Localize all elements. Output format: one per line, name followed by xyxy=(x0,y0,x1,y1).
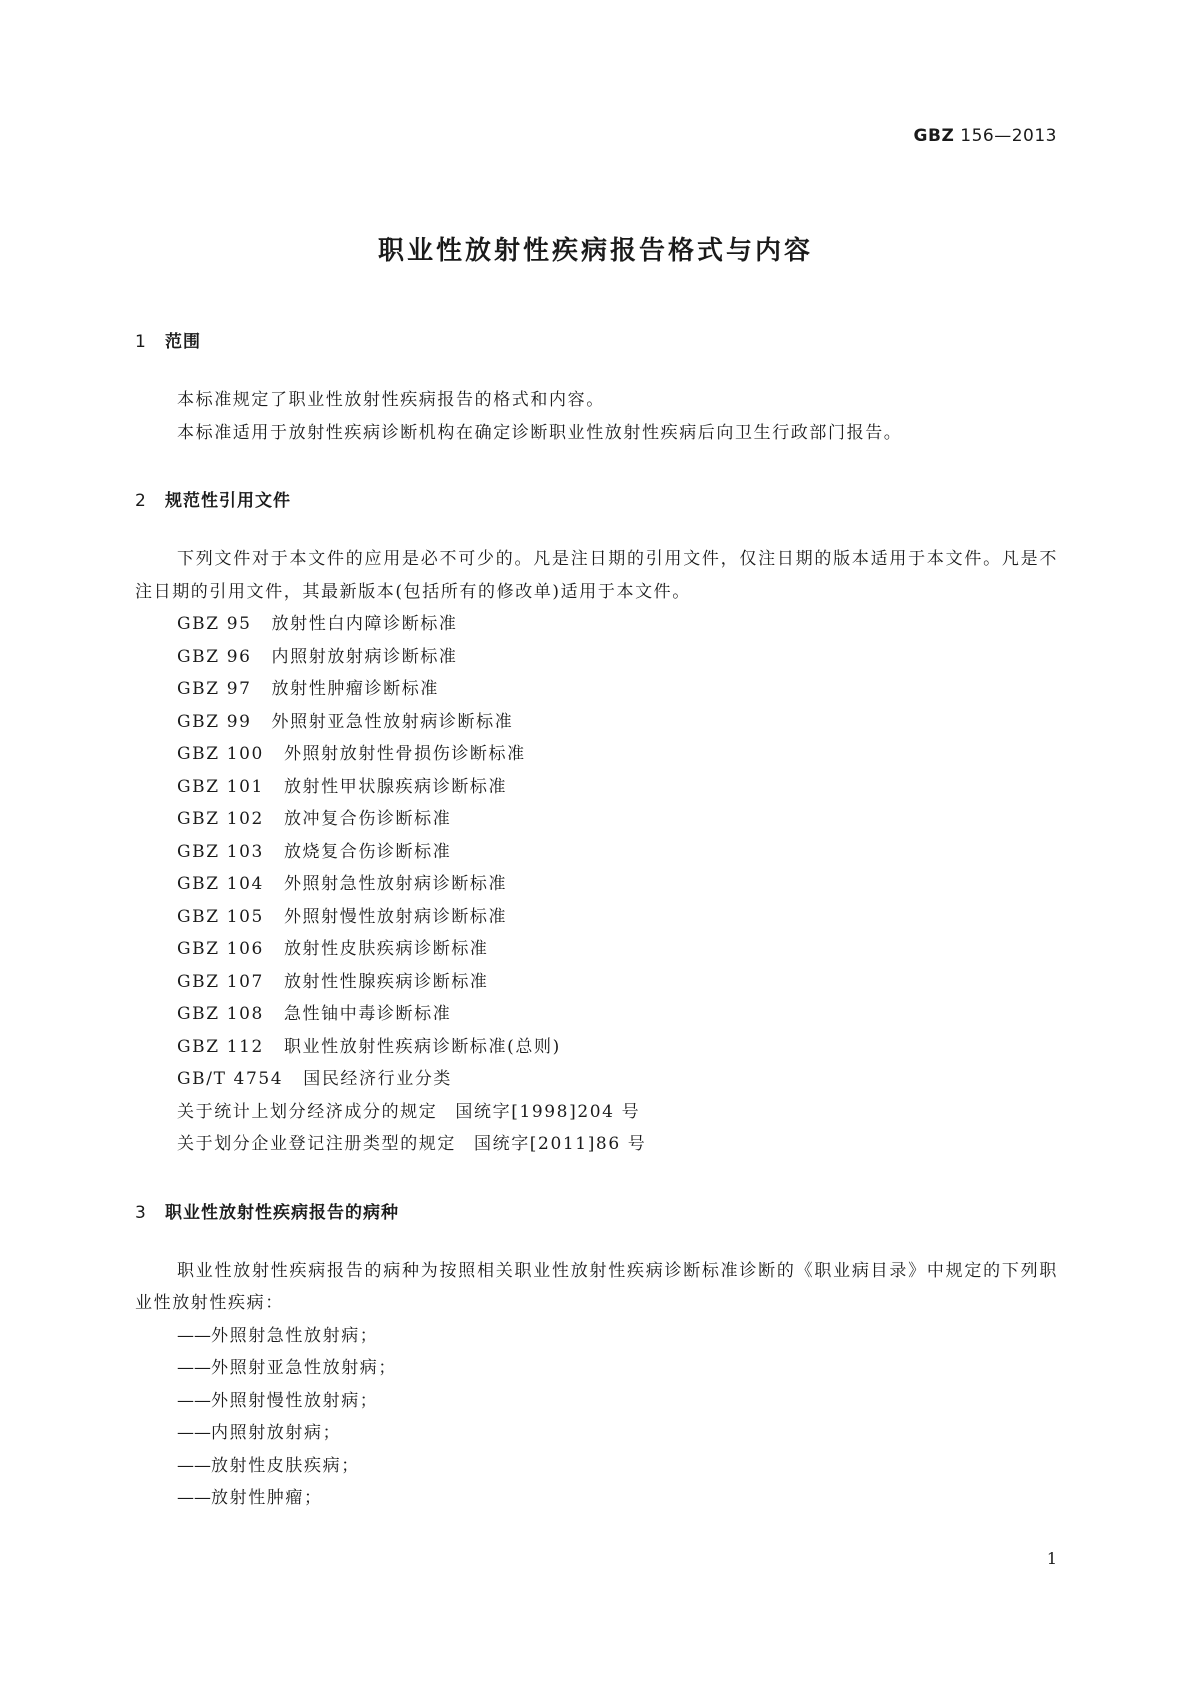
reference-title: 放射性肿瘤诊断标准 xyxy=(271,679,439,699)
reference-item xyxy=(135,771,1058,804)
reference-code: GBZ 99 xyxy=(177,711,252,732)
reference-title: 放射性甲状腺疾病诊断标准 xyxy=(283,776,508,797)
reference-item xyxy=(135,641,1058,674)
dash-marker: —— xyxy=(177,1358,211,1378)
section-title: 规范性引用文件 xyxy=(165,491,291,511)
reference-code: GBZ 102 xyxy=(177,809,264,829)
dash-marker: —— xyxy=(177,1390,211,1411)
reference-code: GBZ 112 xyxy=(177,1036,264,1057)
dash-marker: —— xyxy=(177,1325,211,1346)
disease-list-item xyxy=(135,1482,1058,1515)
regulation-title: 关于统计上划分经济成分的规定 xyxy=(177,1101,438,1122)
reference-code: GBZ 104 xyxy=(177,874,264,894)
reference-item xyxy=(135,673,1058,706)
reference-code: GBZ 95 xyxy=(177,614,252,634)
reference-title: 外照射亚急性放射病诊断标准 xyxy=(271,711,514,732)
section-number: 2 xyxy=(135,491,147,511)
disease-list-item xyxy=(135,1352,1058,1385)
reference-item xyxy=(135,966,1058,999)
disease-name: 外照射慢性放射病； xyxy=(211,1390,379,1411)
dash-marker: —— xyxy=(177,1423,211,1443)
disease-name: 放射性皮肤疾病； xyxy=(211,1455,360,1476)
section-scope xyxy=(135,330,1058,449)
dash-marker: —— xyxy=(177,1455,211,1476)
disease-name: 内照射放射病； xyxy=(211,1423,342,1443)
reference-code: GBZ 97 xyxy=(177,679,252,699)
dash-marker: —— xyxy=(177,1488,211,1508)
reference-item xyxy=(135,1031,1058,1064)
disease-name: 外照射亚急性放射病； xyxy=(211,1358,397,1378)
standard-code xyxy=(914,126,1057,146)
regulation-item xyxy=(135,1096,1058,1129)
reference-item xyxy=(135,901,1058,934)
standard-code-number: 156—2013 xyxy=(960,126,1057,146)
paragraph: 本标准适用于放射性疾病诊断机构在确定诊断职业性放射性疾病后向卫生行政部门报告。 xyxy=(177,422,903,443)
reference-item xyxy=(135,608,1058,641)
reference-title: 内照射放射病诊断标准 xyxy=(271,646,458,667)
document-body xyxy=(135,330,1058,1515)
reference-title: 放烧复合伤诊断标准 xyxy=(283,841,452,862)
regulation-doc-number: 国统字[2011]86 号 xyxy=(474,1134,647,1154)
reference-title: 放射性白内障诊断标准 xyxy=(271,614,458,634)
regulation-item xyxy=(135,1128,1058,1161)
regulation-title: 关于划分企业登记注册类型的规定 xyxy=(177,1134,456,1154)
reference-item xyxy=(135,803,1058,836)
disease-name: 外照射急性放射病； xyxy=(211,1325,379,1346)
reference-item xyxy=(135,933,1058,966)
reference-code: GBZ 108 xyxy=(177,1004,264,1024)
paragraph: 本标准规定了职业性放射性疾病报告的格式和内容。 xyxy=(177,390,605,410)
section-heading xyxy=(135,489,1058,513)
reference-title: 职业性放射性疾病诊断标准(总则) xyxy=(283,1036,561,1057)
page-number: 1 xyxy=(1046,1549,1057,1568)
reference-title: 外照射放射性骨损伤诊断标准 xyxy=(283,744,526,764)
regulation-doc-number: 国统字[1998]204 号 xyxy=(455,1101,641,1122)
reference-code: GBZ 107 xyxy=(177,971,264,992)
reference-code: GB/T 4754 xyxy=(177,1069,284,1089)
disease-list-item xyxy=(135,1417,1058,1450)
reference-item xyxy=(135,738,1058,771)
section-disease-types xyxy=(135,1201,1058,1515)
reference-title: 放射性皮肤疾病诊断标准 xyxy=(283,939,489,959)
reference-title: 外照射慢性放射病诊断标准 xyxy=(283,906,508,927)
standard-code-prefix: GBZ xyxy=(913,126,955,146)
reference-title: 放射性性腺疾病诊断标准 xyxy=(283,971,489,992)
paragraph: 下列文件对于本文件的应用是必不可少的。凡是注日期的引用文件，仅注日期的版本适用于本文件。凡是不注日期的引用文件，其最新版本(包括所有的修改单)适用于本文件。 xyxy=(135,549,1058,602)
disease-list-item xyxy=(135,1320,1058,1353)
reference-item xyxy=(135,836,1058,869)
disease-list-item xyxy=(135,1450,1058,1483)
section-heading xyxy=(135,1201,1058,1225)
reference-code: GBZ 101 xyxy=(177,776,264,797)
reference-item xyxy=(135,706,1058,739)
paragraph: 职业性放射性疾病报告的病种为按照相关职业性放射性疾病诊断标准诊断的《职业病目录》中规定的下列职业性放射性疾病： xyxy=(135,1260,1058,1313)
reference-title: 外照射急性放射病诊断标准 xyxy=(283,874,508,894)
reference-code: GBZ 96 xyxy=(177,646,252,667)
disease-name: 放射性肿瘤； xyxy=(211,1488,323,1508)
section-heading xyxy=(135,330,1058,354)
section-number: 1 xyxy=(135,332,147,352)
reference-item xyxy=(135,1063,1058,1096)
reference-code: GBZ 106 xyxy=(177,939,264,959)
reference-code: GBZ 105 xyxy=(177,906,264,927)
document-title: 职业性放射性疾病报告格式与内容 xyxy=(377,236,813,266)
disease-list-item xyxy=(135,1385,1058,1418)
reference-code: GBZ 103 xyxy=(177,841,264,862)
section-title: 范围 xyxy=(165,332,201,352)
reference-title: 国民经济行业分类 xyxy=(303,1069,453,1089)
section-number: 3 xyxy=(135,1202,147,1223)
reference-code: GBZ 100 xyxy=(177,744,264,764)
reference-title: 急性铀中毒诊断标准 xyxy=(283,1004,452,1024)
section-normative-references xyxy=(135,489,1058,1161)
reference-title: 放冲复合伤诊断标准 xyxy=(283,809,452,829)
reference-item xyxy=(135,998,1058,1031)
section-title: 职业性放射性疾病报告的病种 xyxy=(165,1202,399,1223)
reference-item xyxy=(135,868,1058,901)
